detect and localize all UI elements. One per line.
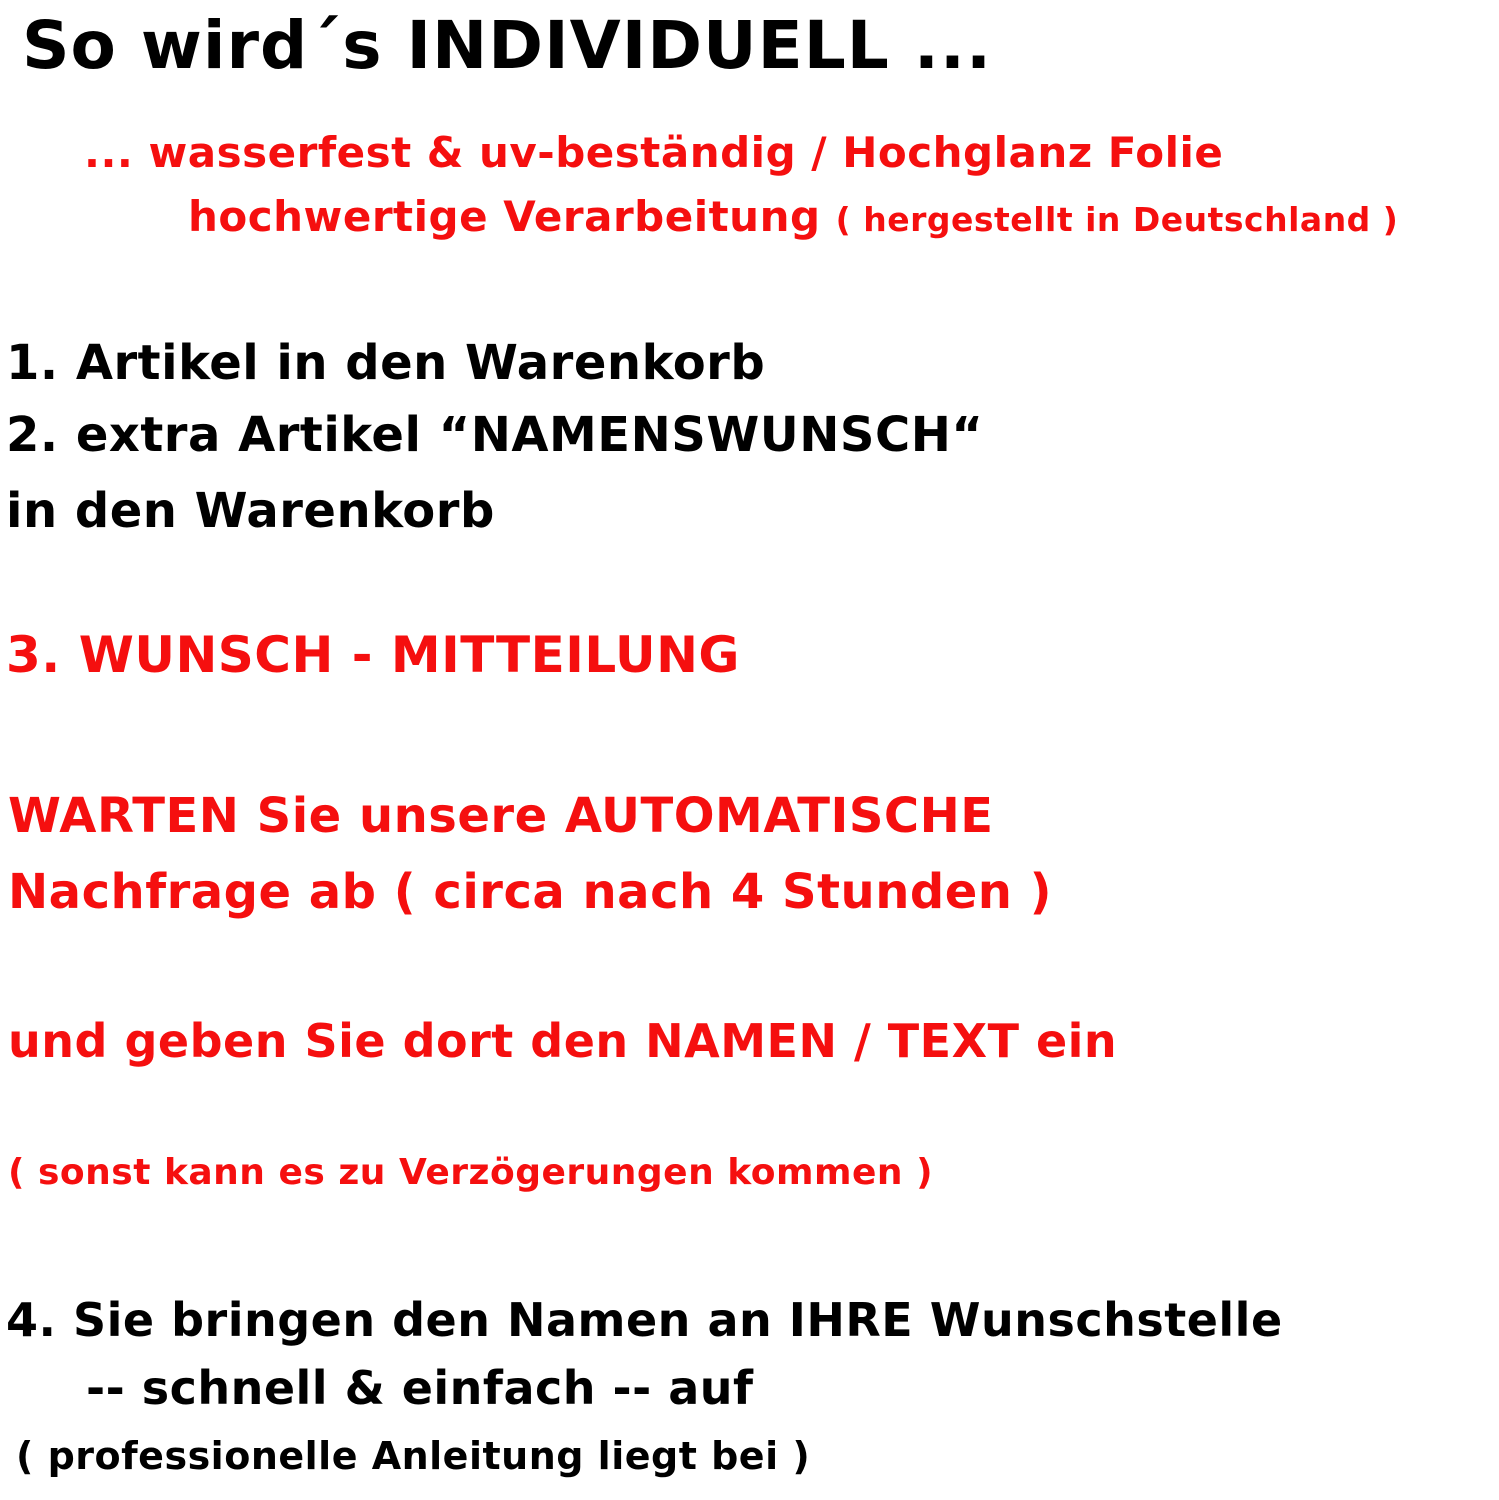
waiting-note-line-2: Nachfrage ab ( circa nach 4 Stunden ) (8, 864, 1053, 920)
page-title: So wird´s INDIVIDUELL ... (22, 7, 993, 84)
step-2-text-line-1: 2. extra Artikel “NAMENSWUNSCH“ (6, 407, 984, 463)
delay-warning-note: ( sonst kann es zu Verzögerungen kommen ) (8, 1152, 934, 1193)
subheadline-line-1: ... wasserfest & uv-beständig / Hochglanz Folie (84, 128, 1224, 177)
step-4-text-line-3: ( professionelle Anleitung liegt bei ) (16, 1434, 811, 1478)
step-4-text-line-2: -- schnell & einfach -- auf (86, 1361, 754, 1415)
subheadline-line-2 (188, 190, 1398, 247)
subheadline-line-2-note: ( hergestellt in Deutschland ) (835, 200, 1399, 239)
step-2-text-line-2: in den Warenkorb (6, 483, 495, 539)
waiting-note-line-1: WARTEN Sie unsere AUTOMATISCHE (8, 788, 994, 844)
waiting-note (8, 778, 1052, 930)
step-3-text: 3. WUNSCH - MITTEILUNG (6, 626, 740, 684)
step-1-text: 1. Artikel in den Warenkorb (6, 335, 766, 391)
step-4-text-line-1: 4. Sie bringen den Namen an IHRE Wunschstelle (6, 1293, 1283, 1347)
subheadline-line-2-main: hochwertige Verarbeitung (188, 192, 836, 241)
name-entry-note: und geben Sie dort den NAMEN / TEXT ein (8, 1014, 1118, 1068)
